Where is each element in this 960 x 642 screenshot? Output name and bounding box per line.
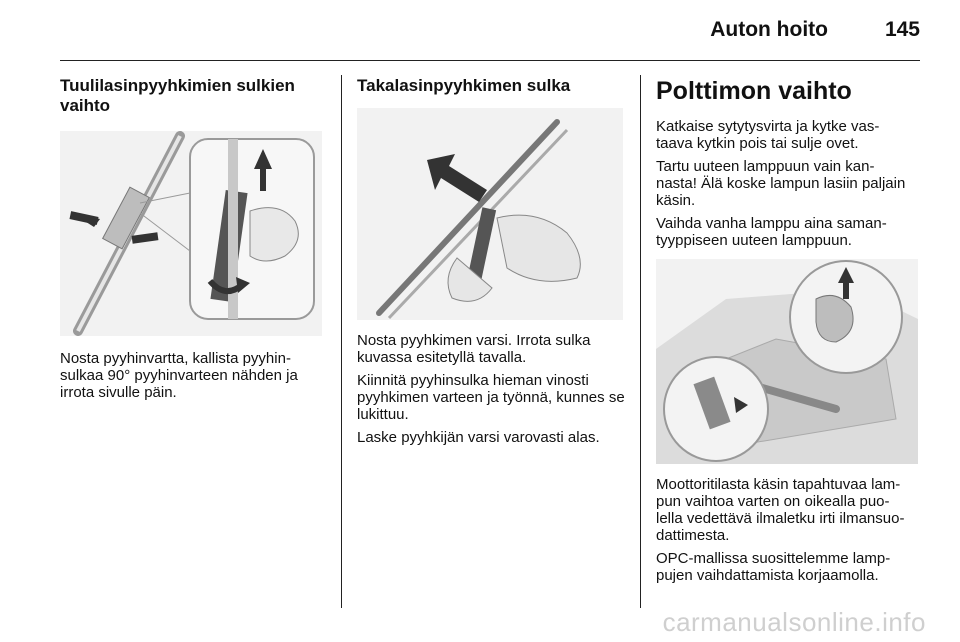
- paragraph: Nosta pyyhinvartta, kallista pyyhin- sulkaa 90° pyyhinvarteen nähden ja irrota sivulle päin.: [60, 349, 298, 401]
- engine-bay-bulb-illustration: [656, 259, 918, 464]
- paragraph: OPC-mallissa suosittelemme lamp- pujen vaihdattamista korjaamolla.: [656, 550, 891, 584]
- section-heading-front-wiper: Tuulilasinpyyhkimien sulkien vaihto: [60, 76, 295, 116]
- header-rule: [60, 60, 920, 61]
- column-rear-wiper: [357, 76, 627, 452]
- paragraph: Laske pyyhkijän varsi varovasti alas.: [357, 429, 600, 447]
- page-header-title: Auton hoito: [710, 18, 828, 41]
- paragraph: Kiinnitä pyyhinsulka hieman vinosti pyyhkimen varteen ja työnnä, kunnes se lukittuu.: [357, 372, 625, 424]
- column-bulb-replacement: [656, 76, 928, 590]
- section-heading-rear-wiper: Takalasinpyyhkimen sulka: [357, 76, 571, 95]
- paragraph: Vaihda vanha lamppu aina saman- tyyppiseen uuteen lamppuun.: [656, 215, 887, 249]
- watermark-text: carmanualsonline.info: [662, 607, 926, 637]
- front-wiper-blade-illustration: [60, 131, 322, 336]
- page-number: 145: [884, 18, 920, 41]
- column-front-wiper: [60, 76, 326, 407]
- column-divider-1: [341, 75, 342, 608]
- paragraph: Nosta pyyhkimen varsi. Irrota sulka kuvassa esitetyllä tavalla.: [357, 332, 591, 367]
- rear-wiper-blade-illustration: [357, 108, 623, 320]
- column-divider-2: [640, 75, 641, 608]
- paragraph: Moottoritilasta käsin tapahtuvaa lam- pun vaihtoa varten on oikealla puo- lella vedettävä ilmaletku irti ilmansuo- dattimesta.: [656, 476, 905, 544]
- paragraph: Tartu uuteen lamppuun vain kan- nasta! Älä koske lampun lasiin paljain käsin.: [656, 158, 906, 209]
- paragraph: Katkaise sytytysvirta ja kytke vas- taava kytkin pois tai sulje ovet.: [656, 118, 880, 152]
- section-heading-bulb-replacement: Polttimon vaihto: [656, 77, 852, 105]
